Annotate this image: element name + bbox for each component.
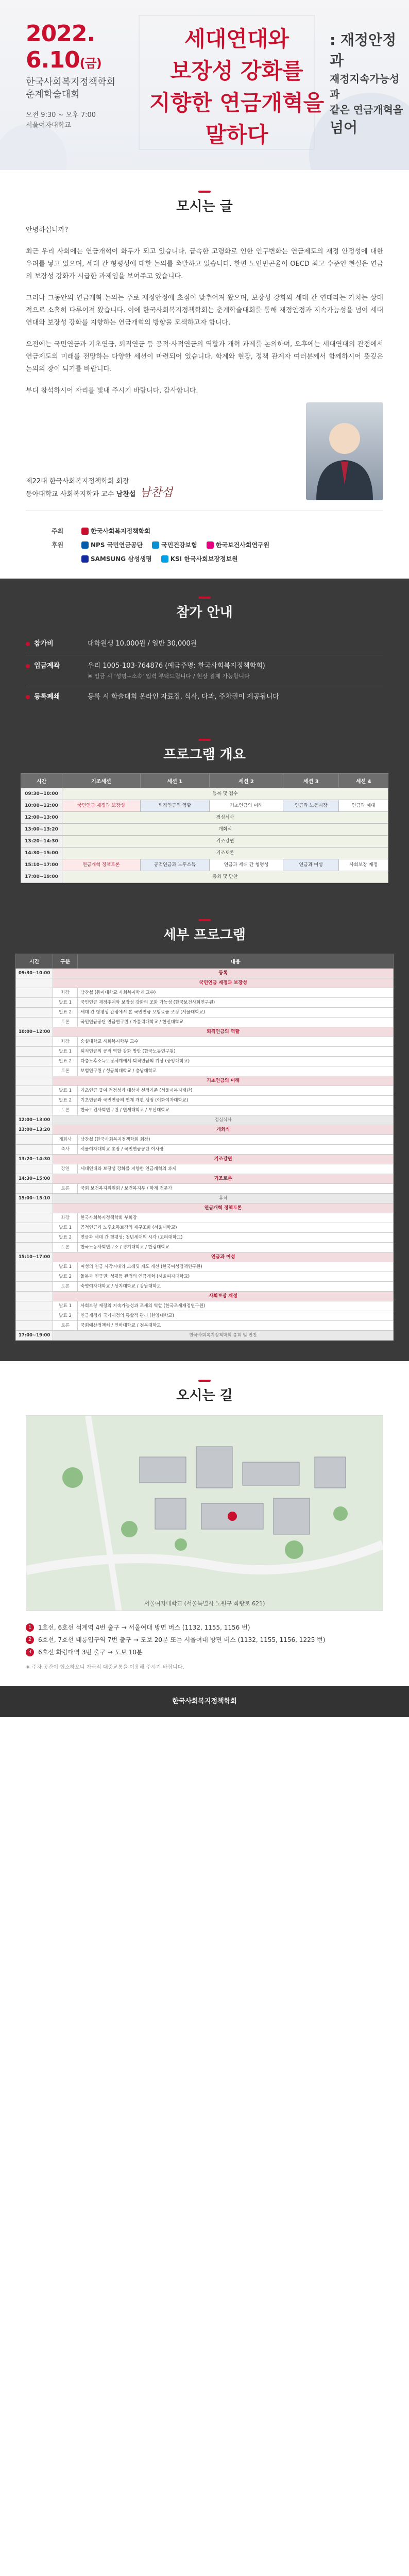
detail-content: 사회보장 재정의 지속가능성과 조세의 역할 (한국조세재정연구원) <box>78 1301 394 1311</box>
overview-cell: 연금과 세대 <box>339 800 388 812</box>
overview-cell: 국민연금 재정과 보장성 <box>62 800 141 812</box>
detail-time: 09:30~10:00 <box>16 969 53 978</box>
session-label: 연금개혁 정책토론 <box>53 1204 394 1213</box>
detail-time <box>16 1047 53 1057</box>
detail-session-row <box>16 969 394 978</box>
greeting-paragraph: 오전에는 국민연금과 기초연금, 퇴직연금 등 공적·사적연금의 역할과 개혁 과제를 논의하며, 오후에는 세대연대의 관점에서 연금제도의 미래를 전망하는 다양한 세션이 마련되어 있습니다. 학계와 현장, 정책 관계자 여러분께서 함께하시어 뜻깊은 논의의 장이 되기를 바랍니다. <box>26 341 383 373</box>
detail-time <box>16 1086 53 1096</box>
overview-row <box>21 824 388 836</box>
detail-time <box>16 1106 53 1115</box>
detail-role: 발표 2 <box>53 1057 78 1066</box>
detail-content: 숙명여자대학교 / 상지대학교 / 강남대학교 <box>78 1282 394 1292</box>
map-title: 오시는 길 <box>26 1380 383 1404</box>
detail-time <box>16 988 53 998</box>
detail-row <box>16 1057 394 1066</box>
detail-time: 14:30~15:00 <box>16 1174 53 1184</box>
detail-content: 국민연금 재정추계와 보장성 강화의 조화 가능성 (한국보건사회연구원) <box>78 998 394 1008</box>
detail-role: 강연 <box>53 1164 78 1174</box>
detail-content: 세대 간 형평성 관점에서 본 국민연금 보험료율 조정 (서울대학교) <box>78 1008 394 1018</box>
detail-time <box>16 1292 53 1301</box>
detail-role: 토론 <box>53 1184 78 1194</box>
map-caption: 서울여자대학교 (서울특별시 노원구 화랑로 621) <box>144 1600 265 1607</box>
route-item: 1 1호선, 6호선 석계역 4번 출구 → 서울여대 방면 버스 (1132, 1155, 1156 번) <box>26 1621 383 1634</box>
host-logo: 한국사회복지정책학회 <box>81 527 150 535</box>
overview-row <box>21 800 388 812</box>
route-list <box>26 1621 383 1674</box>
detail-session-row <box>16 1194 394 1204</box>
detail-row <box>16 1037 394 1047</box>
host-row: 주최 한국사회복지정책학회 <box>52 528 150 535</box>
overview-time: 15:10~17:00 <box>21 859 62 871</box>
sponsor-row <box>52 554 357 563</box>
handwritten-signature: 남찬섭 <box>140 486 173 499</box>
detail-header: 시간 <box>16 954 53 969</box>
bullet-icon <box>26 664 30 668</box>
overview-title: 프로그램 개요 <box>21 739 388 763</box>
detail-row <box>16 1282 394 1292</box>
overview-cell: 사회보장 재정 <box>339 859 388 871</box>
detail-row <box>16 1301 394 1311</box>
detail-time <box>16 1135 53 1145</box>
detail-time <box>16 978 53 988</box>
overview-cell: 총회 및 만찬 <box>62 871 388 883</box>
detail-time <box>16 1204 53 1213</box>
detail-row <box>16 1145 394 1155</box>
detail-role: 축사 <box>53 1145 78 1155</box>
detail-role: 좌장 <box>53 1037 78 1047</box>
detailed-program <box>0 904 409 1361</box>
detail-row <box>16 1135 394 1145</box>
overview-time: 17:00~19:00 <box>21 871 62 883</box>
event-title: 세대연대와 보장성 강화를 지향한 연금개혁을 말하다 <box>149 26 325 147</box>
detail-time <box>16 1018 53 1027</box>
detail-table <box>15 954 394 1341</box>
sponsor-logo: 한국보건사회연구원 <box>207 540 269 549</box>
signer: 제22대 한국사회복지정책학회 회장 동아대학교 사회복지학과 교수 남찬섭 남찬섭 <box>26 478 173 499</box>
detail-time <box>16 1243 53 1252</box>
session-label: 개회식 <box>53 1125 394 1135</box>
overview-row <box>21 848 388 859</box>
detail-content: 연금재정과 국가재정의 통합적 관리 (한양대학교) <box>78 1311 394 1321</box>
overview-time: 13:00~13:20 <box>21 824 62 836</box>
detail-row <box>16 1066 394 1076</box>
info-title: 참가 안내 <box>26 597 383 621</box>
detail-content: 남찬섭 (동아대학교 사회복지학과 교수) <box>78 988 394 998</box>
detail-role: 발표 1 <box>53 1086 78 1096</box>
greeting-section <box>0 170 409 511</box>
detail-time: 15:00~15:10 <box>16 1194 53 1204</box>
overview-cell: 연금과 노동시장 <box>283 800 338 812</box>
overview-time: 10:00~12:00 <box>21 800 62 812</box>
detail-row <box>16 1184 394 1194</box>
detail-content: 공적연금과 노후소득보장의 재구조화 (서울대학교) <box>78 1223 394 1233</box>
detail-role: 발표 2 <box>53 1008 78 1018</box>
overview-time: 12:00~13:00 <box>21 812 62 824</box>
detail-time <box>16 1096 53 1106</box>
signature-block <box>26 402 383 500</box>
info-row: 등록폐쇄 등록 시 학술대회 온라인 자료집, 식사, 다과, 주차권이 제공됩니다 <box>26 686 383 708</box>
overview-header: 세션 2 <box>210 774 283 788</box>
break-label: 휴식 <box>53 1194 394 1204</box>
detail-row <box>16 1321 394 1331</box>
overview-header: 시간 <box>21 774 62 788</box>
detail-row <box>16 1096 394 1106</box>
detail-role: 토론 <box>53 1018 78 1027</box>
detail-content: 기초연금 급여 적정성과 대상자 선정기준 (서울시복지재단) <box>78 1086 394 1096</box>
greeting-paragraph: 그러나 그동안의 연금개혁 논의는 주로 재정안정에 초점이 맞추어져 왔으며, 보장성 강화와 세대 간 연대라는 가치는 상대적으로 소홀히 다루어져 왔습니다. 이에 한국사회복지정책학회는 춘계학술대회를 통해 재정안정과 지속가능성을 넘어 세대연대와 보장성 강화를 지향하는 연금개혁의 방향을 모색하고자 합니다. <box>26 294 383 327</box>
overview-row <box>21 836 388 848</box>
overview-cell: 점심식사 <box>62 812 388 824</box>
detail-time <box>16 1311 53 1321</box>
detail-row <box>16 1272 394 1282</box>
detail-session-row <box>16 1076 394 1086</box>
detail-role: 발표 2 <box>53 1272 78 1282</box>
detail-time: 13:20~14:30 <box>16 1155 53 1164</box>
detail-role: 좌장 <box>53 1213 78 1223</box>
detail-row <box>16 1008 394 1018</box>
session-label: 퇴직연금의 역할 <box>53 1027 394 1037</box>
overview-row <box>21 788 388 800</box>
detail-row <box>16 1311 394 1321</box>
detail-role: 토론 <box>53 1106 78 1115</box>
detail-session-row <box>16 1331 394 1341</box>
detail-row <box>16 998 394 1008</box>
detail-content: 국민연금공단 연금연구원 / 가톨릭대학교 / 한신대학교 <box>78 1018 394 1027</box>
detail-content: 다층노후소득보장체계에서 퇴직연금의 위상 (중앙대학교) <box>78 1057 394 1066</box>
detail-time: 12:00~13:00 <box>16 1115 53 1125</box>
detail-row <box>16 1086 394 1096</box>
sponsor-logo: NPS 국민연금공단 <box>81 540 143 549</box>
session-label: 기초연금의 미래 <box>53 1076 394 1086</box>
location-pin-icon <box>228 1512 237 1521</box>
samsung-icon <box>81 555 89 563</box>
overview-header: 세션 1 <box>140 774 209 788</box>
session-label: 기조토론 <box>53 1174 394 1184</box>
detail-time: 15:10~17:00 <box>16 1252 53 1262</box>
detail-content: 한국노동사회연구소 / 경기대학교 / 한림대학교 <box>78 1243 394 1252</box>
detail-row <box>16 1243 394 1252</box>
detail-content: 퇴직연금의 공적 역할 강화 방안 (한국노동연구원) <box>78 1047 394 1057</box>
break-label: 점심식사 <box>53 1115 394 1125</box>
detail-content: 여성의 연금 사각지대와 크레딧 제도 개선 (한국여성정책연구원) <box>78 1262 394 1272</box>
overview-cell: 등록 및 접수 <box>62 788 388 800</box>
info-row: 참가비 대학원생 10,000원 / 일반 30,000원 <box>26 633 383 655</box>
bullet-icon <box>26 695 30 699</box>
detail-content: 돌봄과 연금권: 성평등 관점의 연금개혁 (서울여자대학교) <box>78 1272 394 1282</box>
sponsor-logo: KSI 한국사회보장정보원 <box>161 554 238 563</box>
overview-cell: 퇴직연금의 역할 <box>140 800 209 812</box>
event-subtitle: : 재정안정과 재정지속가능성과 같은 연금개혁을 넘어 <box>330 31 403 136</box>
detail-role: 발표 2 <box>53 1233 78 1243</box>
detail-time <box>16 1037 53 1047</box>
detail-time <box>16 1233 53 1243</box>
detail-row <box>16 1223 394 1233</box>
overview-table <box>21 773 388 883</box>
session-label: 연금과 여성 <box>53 1252 394 1262</box>
overview-cell: 연금과 여성 <box>283 859 338 871</box>
session-label: 기조강연 <box>53 1155 394 1164</box>
detail-role: 발표 2 <box>53 1311 78 1321</box>
info-row: 입금계좌 우리 1005-103-764876 (예금주명: 한국사회복지정책학회) ※ 입금 시 '성명+소속' 입력 부탁드립니다 / 현장 결제 가능합니다 <box>26 655 383 686</box>
detail-content: 숭실대학교 사회복지학부 교수 <box>78 1037 394 1047</box>
detail-role: 발표 1 <box>53 1301 78 1311</box>
detail-row <box>16 1047 394 1057</box>
detail-header: 구분 <box>53 954 78 969</box>
detail-time: 10:00~12:00 <box>16 1027 53 1037</box>
session-label: 사회보장 재정 <box>53 1292 394 1301</box>
detail-content: 한국보건사회연구원 / 연세대학교 / 부산대학교 <box>78 1106 394 1115</box>
hero-banner <box>0 0 409 170</box>
detail-session-row <box>16 1155 394 1164</box>
detail-time <box>16 1262 53 1272</box>
greeting-paragraph: 부디 참석하시어 자리를 빛내 주시기 바랍니다. 감사합니다. <box>26 387 198 395</box>
route-note: ※ 주차 공간이 협소하오니 가급적 대중교통을 이용해 주시기 바랍니다. <box>26 1665 184 1670</box>
sponsor-logo: SAMSUNG 삼성생명 <box>81 554 152 563</box>
detail-time <box>16 1008 53 1018</box>
sponsor-row: 후원 NPS 국민연금공단 국민건강보험 한국보건사회연구원 <box>52 541 270 549</box>
overview-cell: 기초연금의 미래 <box>210 800 283 812</box>
detail-role: 발표 2 <box>53 1096 78 1106</box>
event-meta: 오전 9:30 ~ 오후 7:00 서울여자대학교 <box>26 111 96 129</box>
detail-time <box>16 1282 53 1292</box>
detail-session-row <box>16 1125 394 1135</box>
detail-time <box>16 1164 53 1174</box>
detail-time <box>16 1145 53 1155</box>
detail-row <box>16 1164 394 1174</box>
overview-cell: 기조강연 <box>62 836 388 848</box>
overview-cell: 공적연금과 노후소득 <box>140 859 209 871</box>
detail-time <box>16 1301 53 1311</box>
overview-cell: 연금개혁 정책토론 <box>62 859 141 871</box>
detail-role: 토론 <box>53 1066 78 1076</box>
detail-role: 발표 1 <box>53 998 78 1008</box>
overview-cell: 연금과 세대 간 형평성 <box>210 859 283 871</box>
detail-content: 남찬섭 (한국사회복지정책학회 회장) <box>78 1135 394 1145</box>
detail-time <box>16 1057 53 1066</box>
detail-session-row <box>16 978 394 988</box>
overview-time: 14:30~15:00 <box>21 848 62 859</box>
detail-role: 발표 1 <box>53 1047 78 1057</box>
detail-session-row <box>16 1204 394 1213</box>
detail-time <box>16 1184 53 1194</box>
detail-content: 보험연구원 / 성공회대학교 / 충남대학교 <box>78 1066 394 1076</box>
kihasa-icon <box>207 541 214 549</box>
detail-row <box>16 1018 394 1027</box>
detail-role: 개회사 <box>53 1135 78 1145</box>
president-photo <box>306 402 383 500</box>
overview-row <box>21 812 388 824</box>
session-label: 국민연금 재정과 보장성 <box>53 978 394 988</box>
bullet-icon <box>26 642 30 646</box>
participation-info <box>0 579 409 728</box>
detail-role: 좌장 <box>53 988 78 998</box>
event-date: 2022. 6.10(금) <box>26 21 101 73</box>
directions-section <box>0 1361 409 1686</box>
detail-role: 발표 1 <box>53 1262 78 1272</box>
program-overview <box>0 728 409 904</box>
detail-role: 발표 1 <box>53 1223 78 1233</box>
detail-content: 세대연대와 보장성 강화를 지향한 연금개혁의 과제 <box>78 1164 394 1174</box>
detail-time <box>16 1321 53 1331</box>
footer: 한국사회복지정책학회 <box>0 1686 409 1717</box>
detail-time: 13:00~13:20 <box>16 1125 53 1135</box>
nps-icon <box>81 541 89 549</box>
campus-map <box>26 1415 383 1611</box>
detail-content: 연금과 세대 간 형평성: 청년세대의 시각 (고려대학교) <box>78 1233 394 1243</box>
overview-cell: 개회식 <box>62 824 388 836</box>
ksi-icon <box>161 555 168 563</box>
overview-header: 세션 4 <box>339 774 388 788</box>
detail-session-row <box>16 1027 394 1037</box>
detail-time: 17:00~19:00 <box>16 1331 53 1341</box>
detail-session-row <box>16 1292 394 1301</box>
detail-role: 토론 <box>53 1282 78 1292</box>
detail-time <box>16 1223 53 1233</box>
detail-role: 토론 <box>53 1243 78 1252</box>
detail-header: 내용 <box>78 954 394 969</box>
detail-role: 토론 <box>53 1321 78 1331</box>
detail-content: 서울여자대학교 총장 / 국민연금공단 이사장 <box>78 1145 394 1155</box>
detail-content: 국회 보건복지위원회 / 보건복지부 / 학계 전문가 <box>78 1184 394 1194</box>
detail-time <box>16 1066 53 1076</box>
overview-header: 기조세션 <box>62 774 141 788</box>
person-icon <box>306 402 383 500</box>
overview-row <box>21 859 388 871</box>
overview-header: 세션 3 <box>283 774 338 788</box>
nhis-icon <box>152 541 159 549</box>
info-list <box>26 633 383 708</box>
overview-row <box>21 871 388 883</box>
detail-row <box>16 1106 394 1115</box>
detail-time <box>16 1076 53 1086</box>
detail-session-row <box>16 1115 394 1125</box>
detail-time <box>16 1272 53 1282</box>
detail-content: 한국사회복지정책학회 부회장 <box>78 1213 394 1223</box>
detail-row <box>16 988 394 998</box>
detail-title: 세부 프로그램 <box>15 919 394 943</box>
detail-time <box>16 998 53 1008</box>
event-organizer: 한국사회복지정책학회 춘계학술대회 <box>26 77 115 100</box>
sponsor-logo: 국민건강보험 <box>152 540 197 549</box>
session-label: 등록 <box>53 969 394 978</box>
overview-time: 13:20~14:30 <box>21 836 62 848</box>
org-icon <box>81 528 89 535</box>
detail-time <box>16 1213 53 1223</box>
greeting-paragraph: 안녕하십니까? <box>26 226 69 234</box>
map-illustration <box>26 1416 383 1611</box>
overview-time: 09:30~10:00 <box>21 788 62 800</box>
detail-content: 기초연금과 국민연금의 연계 개편 쟁점 (이화여자대학교) <box>78 1096 394 1106</box>
overview-cell: 기조토론 <box>62 848 388 859</box>
detail-row <box>16 1262 394 1272</box>
route-item: 2 6호선, 7호선 태릉입구역 7번 출구 → 도보 20분 또는 서울여대 방면 버스 (1132, 1155, 1156, 1225 번) <box>26 1634 383 1646</box>
break-label: 한국사회복지정책학회 총회 및 만찬 <box>53 1331 394 1341</box>
route-item: 3 6호선 화랑대역 3번 출구 → 도보 10분 <box>26 1646 383 1658</box>
detail-row <box>16 1233 394 1243</box>
detail-row <box>16 1213 394 1223</box>
greeting-title: 모시는 글 <box>26 191 383 215</box>
detail-session-row <box>16 1174 394 1184</box>
greeting-paragraph: 최근 우리 사회에는 연금개혁이 화두가 되고 있습니다. 급속한 고령화로 인한 인구변화는 연금제도의 재정 안정성에 대한 우려를 낳고 있으며, 세대 간 형평성에 대한 논의를 촉발하고 있습니다. 한편 노인빈곤율이 OECD 최고 수준인 현실은 연금의 보장성 강화가 시급한 과제임을 보여주고 있습니다. <box>26 248 383 280</box>
sponsors-section <box>26 511 383 579</box>
detail-session-row <box>16 1252 394 1262</box>
detail-content: 국회예산정책처 / 인하대학교 / 전북대학교 <box>78 1321 394 1331</box>
